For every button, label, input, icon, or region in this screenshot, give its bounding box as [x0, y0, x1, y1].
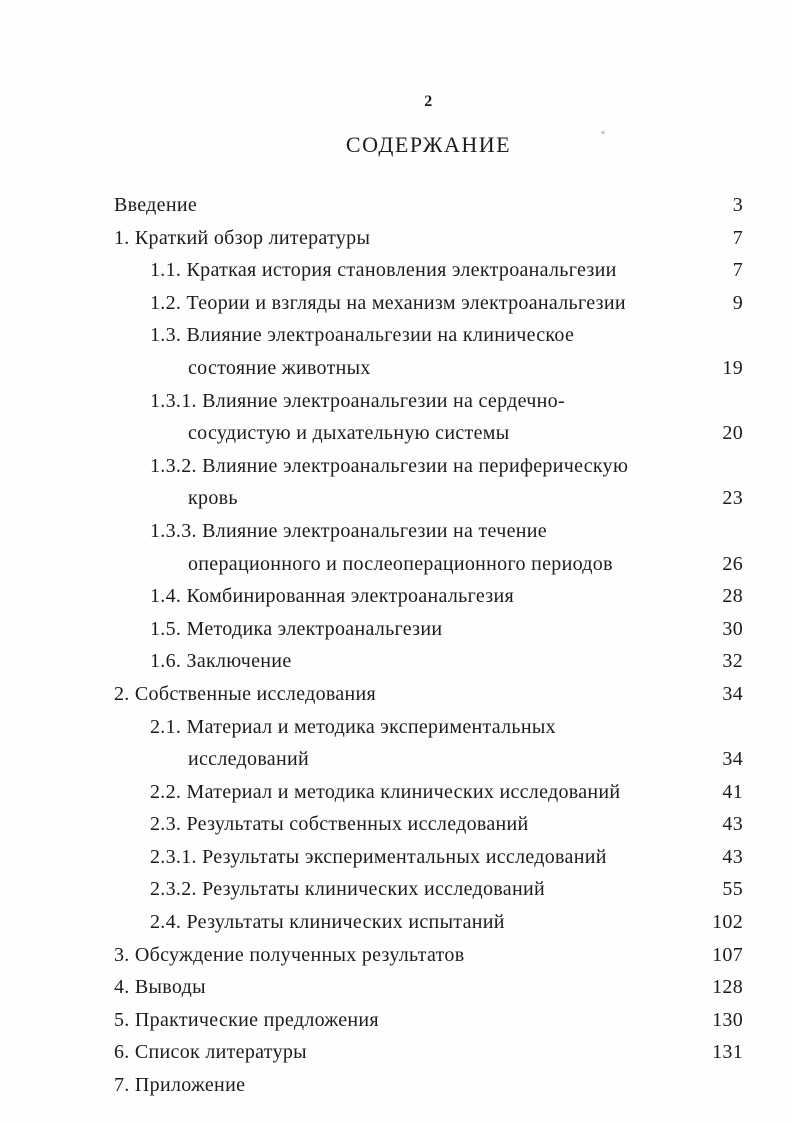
toc-title: СОДЕРЖАНИЕ	[345, 132, 512, 157]
toc-entry-label: операционного и послеоперационного периодов	[188, 552, 613, 575]
toc-entry-label: 1.3.3. Влияние электроанальгезии на течение	[150, 519, 547, 542]
toc-line	[114, 841, 743, 874]
toc-entry-label: 1.1. Краткая история становления электроанальгезии	[150, 259, 617, 282]
toc-entry-page: 7	[732, 259, 743, 282]
toc-entry-page: 7	[732, 226, 743, 249]
toc-line	[114, 971, 743, 1004]
toc-entry-label: 2.1. Материал и методика экспериментальных	[150, 715, 556, 738]
toc-entry-page: 55	[722, 878, 743, 901]
toc-entry-page: 20	[722, 422, 743, 445]
toc-entry-label: 1. Краткий обзор литературы	[114, 226, 371, 249]
toc-line	[114, 189, 743, 222]
toc-line	[114, 645, 743, 678]
toc-list	[114, 189, 743, 1102]
toc-entry-page: 131	[712, 1041, 743, 1064]
toc-entry-label: исследований	[188, 748, 309, 771]
toc-entry-label: 5. Практические предложения	[114, 1008, 379, 1031]
toc-entry-label: кровь	[188, 487, 238, 510]
toc-entry-label: 1.3. Влияние электроанальгезии на клиническое	[150, 324, 575, 347]
toc-line	[114, 482, 743, 515]
toc-entry-page: 43	[722, 813, 743, 836]
toc-entry-label: 2.2. Материал и методика клинических исследований	[150, 780, 621, 803]
toc-entry-label: 3. Обсуждение полученных результатов	[114, 943, 465, 966]
toc-entry-label: 1.2. Теории и взгляды на механизм электроанальгезии	[150, 291, 626, 314]
toc-entry-label: 1.3.1. Влияние электроанальгезии на сердечно-	[150, 389, 565, 412]
toc-line	[114, 1004, 743, 1037]
toc-entry-page: 43	[722, 845, 743, 868]
toc-entry-label: 2.3.1. Результаты экспериментальных исследований	[150, 845, 607, 868]
toc-entry-label: 4. Выводы	[114, 976, 206, 999]
toc-entry-label: 2. Собственные исследования	[114, 682, 377, 705]
toc-line	[114, 287, 743, 320]
toc-entry-label: 2.4. Результаты клинических испытаний	[150, 911, 505, 934]
toc-entry-page: 102	[712, 911, 743, 934]
toc-entry-label: 6. Список литературы	[114, 1041, 307, 1064]
toc-entry-page: 28	[722, 585, 743, 608]
toc-line	[114, 222, 743, 255]
toc-entry-page: 130	[712, 1008, 743, 1031]
toc-line	[114, 1069, 743, 1102]
toc-entry-label: сосудистую и дыхательную системы	[188, 422, 510, 445]
toc-entry-label: 1.3.2. Влияние электроанальгезии на периферическую	[150, 454, 629, 477]
toc-entry-label: Введение	[114, 194, 198, 216]
toc-line	[114, 939, 743, 972]
toc-entry-page: 26	[722, 552, 743, 575]
scan-speck-artifact	[601, 131, 605, 134]
toc-line	[114, 385, 743, 418]
toc-line	[114, 319, 743, 352]
toc-line	[114, 613, 743, 646]
toc-entry-label: 1.5. Методика электроанальгезии	[150, 617, 443, 640]
toc-line	[114, 254, 743, 287]
page-content	[114, 0, 743, 1102]
toc-entry-label: 1.4. Комбинированная электроанальгезия	[150, 585, 514, 608]
toc-line	[114, 743, 743, 776]
toc-entry-label: 7. Приложение	[114, 1074, 246, 1097]
toc-entry-label: 1.6. Заключение	[150, 650, 292, 673]
toc-line	[114, 1036, 743, 1069]
toc-entry-page: 9	[732, 291, 743, 314]
toc-entry-page: 19	[722, 356, 743, 379]
toc-entry-label: 2.3. Результаты собственных исследований	[150, 813, 529, 836]
toc-line	[114, 776, 743, 809]
toc-line	[114, 515, 743, 548]
toc-entry-page: 23	[722, 487, 743, 510]
toc-entry-page: 107	[712, 943, 743, 966]
toc-entry-page: 128	[712, 976, 743, 999]
toc-line	[114, 678, 743, 711]
page-number-header: 2	[424, 93, 433, 110]
toc-line	[114, 580, 743, 613]
toc-line	[114, 352, 743, 385]
toc-line	[114, 548, 743, 581]
toc-entry-page: 3	[732, 194, 743, 216]
toc-line	[114, 450, 743, 483]
toc-line	[114, 808, 743, 841]
toc-line	[114, 711, 743, 744]
toc-entry-page: 34	[722, 748, 743, 771]
toc-entry-page: 34	[722, 682, 743, 705]
toc-entry-page: 30	[722, 617, 743, 640]
toc-line	[114, 873, 743, 906]
toc-line	[114, 906, 743, 939]
toc-entry-label: состояние животных	[188, 356, 371, 379]
toc-entry-page: 32	[722, 650, 743, 673]
toc-entry-label: 2.3.2. Результаты клинических исследований	[150, 878, 545, 901]
toc-entry-page: 41	[722, 780, 743, 803]
toc-line	[114, 417, 743, 450]
